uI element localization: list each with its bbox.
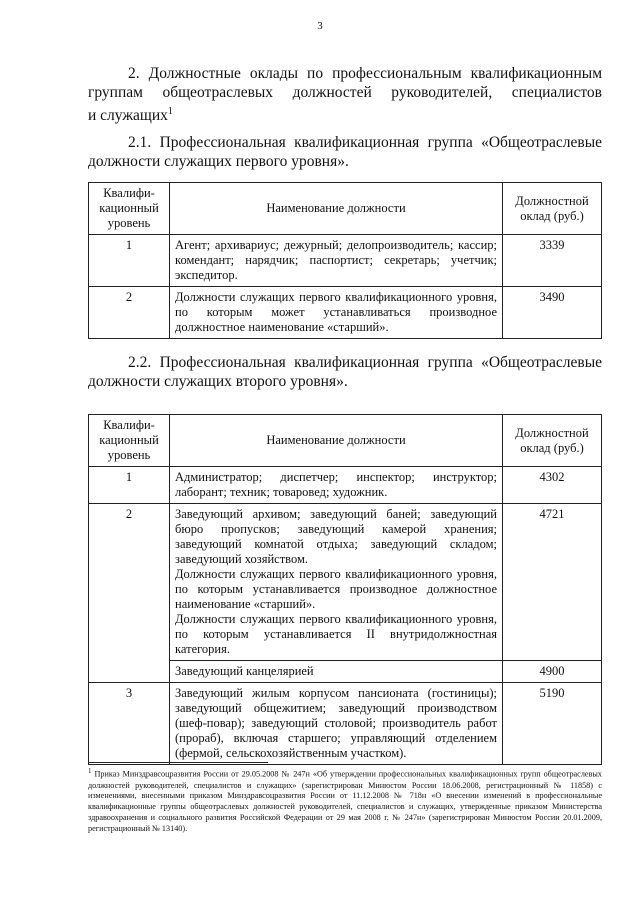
header-level: Квалифи-кационный уровень xyxy=(89,183,170,235)
table-header-row xyxy=(89,183,602,235)
cell-level: 2 xyxy=(89,504,170,683)
table-group-2 xyxy=(88,414,602,765)
section-2-line-1: 2. Должностные оклады по профессиональным квалификационным xyxy=(128,65,602,82)
cell-level: 1 xyxy=(89,235,170,287)
header-position: Наименование должности xyxy=(170,183,503,235)
header-salary: Должностной оклад (руб.) xyxy=(503,415,602,467)
cell-salary: 4721 xyxy=(503,504,602,661)
cell-position: Администратор; диспетчер; инспектор; инструктор; лаборант; техник; товаровед; художник. xyxy=(170,467,503,504)
cell-level: 1 xyxy=(89,467,170,504)
table-row xyxy=(89,683,602,765)
cell-position: Заведующий канцелярией xyxy=(170,661,503,683)
table-row xyxy=(89,235,602,287)
footnote xyxy=(88,766,602,835)
section-2-1-line-2: должности служащих первого уровня». xyxy=(88,153,349,170)
section-2-1-heading xyxy=(88,133,602,171)
footnote-reference: 1 xyxy=(167,106,173,117)
footnote-text: Приказ Минздравсоцразвития России от 29.05.2008 № 247н «Об утверждении профессиональных квалификационных групп общеотраслевых должностей руководителей, специалистов и служащих» (зарегистрирован Минюстом России 18.06.2008, регистрационный № 11858) с изменениями, внесенными приказом Минздравсоцразвития России от 11.12.2008 № 718н «О внесении изменений в профессиональные квалификационные группы общеотраслевых должностей руководителей, специалистов и служащих, утвержденные приказом Министерства здравоохранения и социального развития Российской Федерации от 29 мая 2008 г. № 247н» (зарегистрирован Минюстом России 20.01.2009, регистрационный № 13140). xyxy=(88,769,602,833)
cell-salary: 4900 xyxy=(503,661,602,683)
table-row xyxy=(89,504,602,661)
cell-position: Заведующий жилым корпусом пансионата (гостиницы); заведующий общежитием; заведующий производством (шеф-повар); заведующий столовой; производитель работ (прораб), включая старшего; управляющий отделением (фермой, сельскохозяйственным участком). xyxy=(170,683,503,765)
section-2-line-2: группам общеотраслевых должностей руководителей, специалистов xyxy=(88,84,602,101)
cell-salary: 3490 xyxy=(503,287,602,339)
cell-salary: 3339 xyxy=(503,235,602,287)
footnote-divider xyxy=(88,762,268,763)
cell-position: Должности служащих первого квалификационного уровня, по которым может устанавливаться производное должностное наименование «старший». xyxy=(170,287,503,339)
cell-position xyxy=(170,504,503,661)
table-row xyxy=(89,467,602,504)
table-row xyxy=(89,287,602,339)
header-level: Квалифи-кационный уровень xyxy=(89,415,170,467)
footnote-mark: 1 xyxy=(88,767,92,775)
header-salary: Должностной оклад (руб.) xyxy=(503,183,602,235)
cell-position: Агент; архивариус; дежурный; делопроизводитель; кассир; комендант; нарядчик; паспортист; секретарь; учетчик; экспедитор. xyxy=(170,235,503,287)
position-text-b: Должности служащих первого квалификационного уровня, по которым устанавливается производное должностное наименование «старший». xyxy=(175,567,497,611)
position-text-a: Заведующий архивом; заведующий баней; заведующий бюро пропусков; заведующий камерой хранения; заведующий комнатой отдыха; заведующий складом; заведующий хозяйством. xyxy=(175,507,497,566)
page-number: 3 xyxy=(317,20,323,32)
section-2-2-heading xyxy=(88,353,602,391)
table-group-1 xyxy=(88,182,602,339)
table-header-row xyxy=(89,415,602,467)
position-text-c: Должности служащих первого квалификационного уровня, по которым устанавливается II внутридолжностная категория. xyxy=(175,612,497,656)
header-position: Наименование должности xyxy=(170,415,503,467)
section-2-1-line-1: 2.1. Профессиональная квалификационная группа «Общеотраслевые xyxy=(128,134,602,151)
cell-level: 3 xyxy=(89,683,170,765)
cell-salary: 5190 xyxy=(503,683,602,765)
cell-level: 2 xyxy=(89,287,170,339)
section-2-line-3: и служащих xyxy=(88,107,168,125)
section-2-2-line-1: 2.2. Профессиональная квалификационная группа «Общеотраслевые xyxy=(128,354,602,371)
section-2-2-line-2: должности служащих второго уровня». xyxy=(88,373,348,390)
cell-salary: 4302 xyxy=(503,467,602,504)
section-2-heading xyxy=(88,64,602,125)
